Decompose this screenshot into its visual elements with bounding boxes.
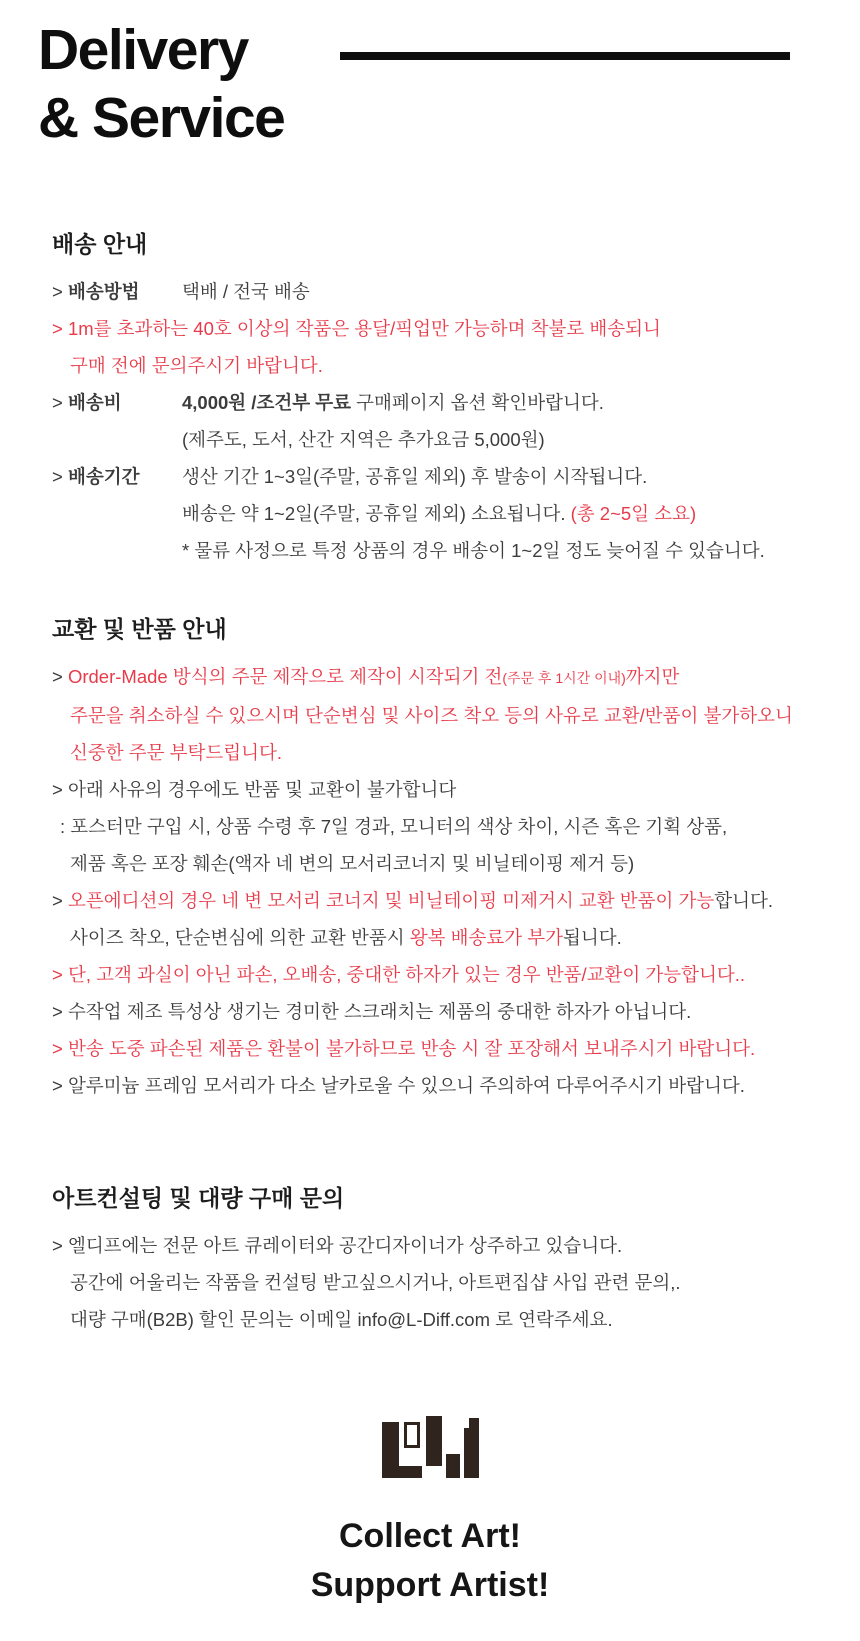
l-diff-logo-icon bbox=[382, 1416, 479, 1478]
logo-shape bbox=[426, 1416, 442, 1466]
decorative-rule bbox=[340, 52, 790, 60]
shipping-fee-value bbox=[182, 384, 820, 458]
consulting-section bbox=[0, 1180, 860, 1338]
period-line2-black: 배송은 약 1~2일(주말, 공휴일 제외) 소요됩니다. bbox=[182, 503, 571, 524]
period-line2 bbox=[182, 495, 820, 532]
slogan-line2: Support Artist! bbox=[310, 1566, 550, 1605]
bullet: > bbox=[52, 281, 63, 302]
aluminum-frame-line: > 알루미늄 프레임 모서리가 다소 날카로울 수 있으니 주의하여 다루어주시기 바랍니다. bbox=[52, 1075, 745, 1096]
open-edition-line2-red: 왕복 배송료가 부가 bbox=[409, 927, 564, 948]
shipping-fee-row bbox=[52, 384, 820, 458]
period-line3: * 물류 사정으로 특정 상품의 경우 배송이 1~2일 정도 늦어질 수 있습니다. bbox=[182, 540, 765, 561]
shipping-info-section bbox=[0, 226, 860, 569]
logo-shape bbox=[404, 1422, 420, 1448]
open-edition-line1 bbox=[52, 882, 820, 919]
open-edition-red: 오픈에디션의 경우 네 변 모서리 코너지 및 비닐테이핑 미제거시 교환 반품이 가능 bbox=[67, 890, 715, 911]
order-made-line2: 주문을 취소하실 수 있으시며 단순변심 및 사이즈 착오 등의 사유로 교환/반품이 불가하오니 bbox=[70, 705, 793, 726]
logo-shape bbox=[469, 1418, 479, 1478]
handmade-scratch-line: > 수작업 제조 특성상 생기는 경미한 스크래치는 제품의 중대한 하자가 아닙니다. bbox=[52, 1001, 692, 1022]
shipping-section-title: 배송 안내 bbox=[52, 231, 148, 257]
consulting-line2: 공간에 어울리는 작품을 컨설팅 받고싶으시거나, 아트편집샵 사입 관련 문의,. bbox=[70, 1272, 681, 1293]
no-return-line2: : 포스터만 구입 시, 상품 수령 후 7일 경과, 모니터의 색상 차이, 시즌 혹은 기획 상품, bbox=[60, 816, 728, 837]
page-title bbox=[38, 16, 860, 153]
shipping-period-label bbox=[52, 458, 182, 495]
open-edition-line2-black1: 사이즈 착오, 단순변심에 의한 교환 반품시 bbox=[70, 927, 410, 948]
page-title-line2: & Service bbox=[38, 86, 285, 151]
period-line2-red: (총 2~5일 소요) bbox=[570, 503, 697, 524]
oversize-notice-line1: > 1m를 초과하는 40호 이상의 작품은 용달/픽업만 가능하며 착불로 배송되니 bbox=[52, 318, 661, 339]
bullet: > bbox=[52, 666, 68, 687]
logo-shape bbox=[446, 1454, 460, 1478]
oversize-notice-line2: 구매 전에 문의주시기 바랍니다. bbox=[70, 355, 323, 376]
footer bbox=[0, 1416, 860, 1641]
label-text: 배송방법 bbox=[67, 281, 140, 302]
period-line1: 생산 기간 1~3일(주말, 공휴일 제외) 후 발송이 시작됩니다. bbox=[182, 466, 648, 487]
hero-header bbox=[0, 0, 860, 166]
open-edition-black: 합니다. bbox=[714, 890, 774, 911]
fee-line bbox=[182, 384, 820, 421]
fee-amount: 4,000원 /조건부 무료 bbox=[182, 392, 351, 413]
consulting-line1: > 엘디프에는 전문 아트 큐레이터와 공간디자이너가 상주하고 있습니다. bbox=[52, 1235, 623, 1256]
fee-rest: 구매페이지 옵션 확인바랍니다. bbox=[350, 392, 604, 413]
exchange-section-title: 교환 및 반품 안내 bbox=[52, 616, 227, 642]
page-title-line1: Delivery bbox=[38, 18, 248, 82]
bullet: > bbox=[52, 466, 63, 487]
label-text: 배송기간 bbox=[67, 466, 140, 487]
shipping-fee-label bbox=[52, 384, 182, 421]
logo-shape bbox=[382, 1466, 422, 1478]
consulting-line3: 대량 구매(B2B) 할인 문의는 이메일 info@L-Diff.com 로 연락주세요. bbox=[70, 1309, 613, 1330]
shipping-method-label bbox=[52, 273, 182, 310]
open-edition-line2-black2: 됩니다. bbox=[563, 927, 622, 948]
shipping-period-row bbox=[52, 458, 820, 569]
shipping-period-value bbox=[182, 458, 820, 569]
order-made-red1: Order-Made 방식의 주문 제작으로 제작이 시작되기 전 bbox=[67, 666, 503, 687]
no-return-line3: 제품 혹은 포장 훼손(액자 네 변의 모서리코너지 및 비닐테이핑 제거 등) bbox=[70, 853, 635, 874]
open-edition-line2 bbox=[52, 919, 820, 956]
no-return-line1: > 아래 사유의 경우에도 반품 및 교환이 불가합니다 bbox=[52, 779, 457, 800]
damage-exchange-line: > 단, 고객 과실이 아닌 파손, 오배송, 중대한 하자가 있는 경우 반품/교환이 가능합니다.. bbox=[52, 964, 746, 985]
slogan-line1: Collect Art! bbox=[339, 1517, 521, 1555]
order-made-line3: 신중한 주문 부탁드립니다. bbox=[70, 742, 283, 763]
order-made-line1 bbox=[52, 658, 820, 697]
bullet: > bbox=[52, 890, 68, 911]
slogan bbox=[0, 1512, 860, 1611]
fee-note: (제주도, 도서, 산간 지역은 추가요금 5,000원) bbox=[182, 429, 545, 450]
return-damage-line: > 반송 도중 파손된 제품은 환불이 불가하므로 반송 시 잘 포장해서 보내주시기 바랍니다. bbox=[52, 1038, 756, 1059]
bullet: > bbox=[52, 392, 63, 413]
consulting-section-title: 아트컨설팅 및 대량 구매 문의 bbox=[52, 1185, 345, 1211]
exchange-return-section bbox=[0, 611, 860, 1104]
shipping-method-row bbox=[52, 273, 820, 310]
order-made-red2: 까지만 bbox=[625, 666, 680, 687]
order-made-small-note: (주문 후 1시간 이내) bbox=[502, 670, 626, 686]
shipping-method-value: 택배 / 전국 배송 bbox=[182, 281, 310, 302]
label-text: 배송비 bbox=[67, 392, 122, 413]
